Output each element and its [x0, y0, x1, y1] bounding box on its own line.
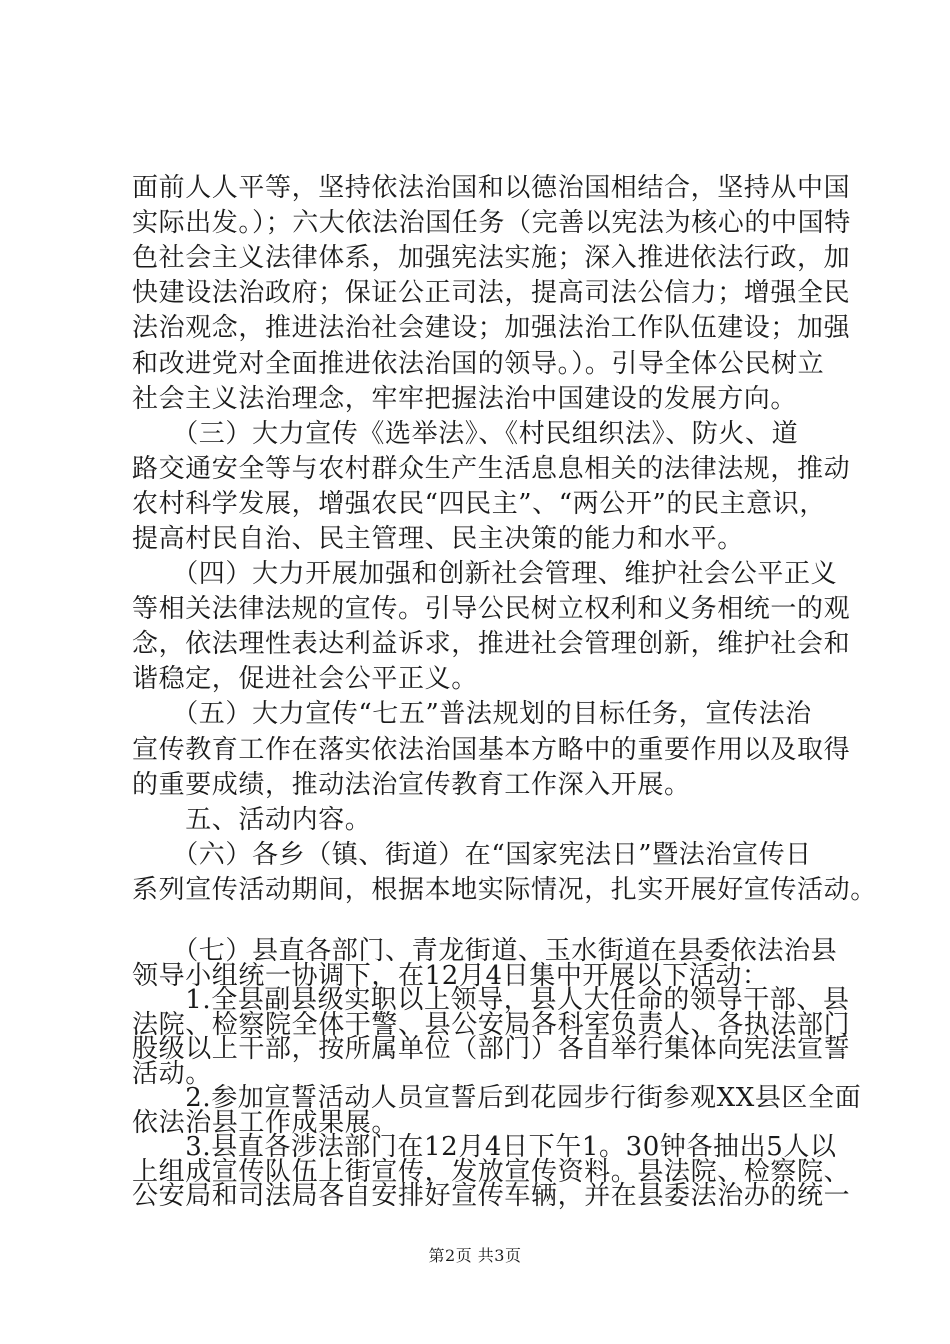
text-line: 的重要成绩，推动法治宣传教育工作深入开展。 — [132, 770, 691, 800]
text-line: （三）大力宣传《选举法》、《村民组织法》、防火、道 — [132, 419, 799, 449]
text-line: 法治观念，推进法治社会建设；加强法治工作队伍建设；加强 — [132, 313, 851, 343]
text-line: 活动。 — [132, 1059, 212, 1089]
text-line: 依法治县工作成果展。 — [132, 1108, 399, 1138]
text-line: 系列宣传活动期间，根据本地实际情况，扎实开展好宣传活动。 — [132, 875, 877, 905]
text-line: （七）县直各部门、青龙街道、玉水街道在县委依法治县 — [132, 936, 838, 966]
text-line: 谐稳定，促进社会公平正义。 — [132, 664, 478, 694]
section-heading: 五、活动内容。 — [132, 805, 372, 835]
text-line: 和改进党对全面推进依法治国的领导。）。引导全体公民树立 — [132, 349, 825, 379]
text-line: 上组成宣传队伍上街宣传，发放宣传资料。县法院、检察院、 — [132, 1157, 851, 1187]
text-line: 路交通安全等与农村群众生产生活息息相关的法律法规，推动 — [132, 454, 851, 484]
text-line: 宣传教育工作在落实依法治国基本方略中的重要作用以及取得 — [132, 735, 851, 765]
text-line: 色社会主义法律体系，加强宪法实施；深入推进依法行政，加 — [132, 243, 851, 273]
text-line: 农村科学发展，增强农民“四民主”、“两公开”的民主意识， — [132, 489, 826, 519]
text-line: 2.参加宣誓活动人员宣誓后到花园步行街参观XX县区全面 — [132, 1083, 862, 1113]
page-footer: 第2页 共3页 — [428, 1246, 522, 1265]
text-line: 提高村民自治、民主管理、民主决策的能力和水平。 — [132, 524, 744, 554]
text-line: （五）大力宣传“七五”普法规划的目标任务，宣传法治 — [132, 699, 812, 729]
text-line: 法院、检察院全体干警、县公安局各科室负责人、各执法部门 — [132, 1010, 851, 1040]
text-line: 快建设法治政府；保证公正司法，提高司法公信力；增强全民 — [132, 278, 851, 308]
text-line: 1.全县副县级实职以上领导，县人大任命的领导干部、县 — [132, 985, 850, 1015]
text-line: 领导小组统一协调下，在12月4日集中开展以下活动： — [132, 961, 769, 991]
text-line: 等相关法律法规的宣传。引导公民树立权利和义务相统一的观 — [132, 594, 851, 624]
text-line: 股级以上干部，按所属单位（部门）各自举行集体向宪法宣誓 — [132, 1034, 851, 1064]
text-line: 实际出发。）；六大依法治国任务（完善以宪法为核心的中国特 — [132, 208, 851, 238]
text-line: （四）大力开展加强和创新社会管理、维护社会公平正义 — [132, 559, 838, 589]
text-line: 社会主义法治理念，牢牢把握法治中国建设的发展方向。 — [132, 384, 798, 414]
text-line: （六）各乡（镇、街道）在“国家宪法日”暨法治宣传日 — [132, 840, 812, 870]
text-line: 公安局和司法局各自安排好宣传车辆，并在县委法治办的统一 — [132, 1181, 851, 1211]
text-line: 念，依法理性表达利益诉求，推进社会管理创新，维护社会和 — [132, 629, 851, 659]
text-line: 3.县直各涉法部门在12月4日下午1。30钟各抽出5人以 — [132, 1132, 837, 1162]
text-line: 面前人人平等，坚持依法治国和以德治国相结合，坚持从中国 — [132, 173, 851, 203]
